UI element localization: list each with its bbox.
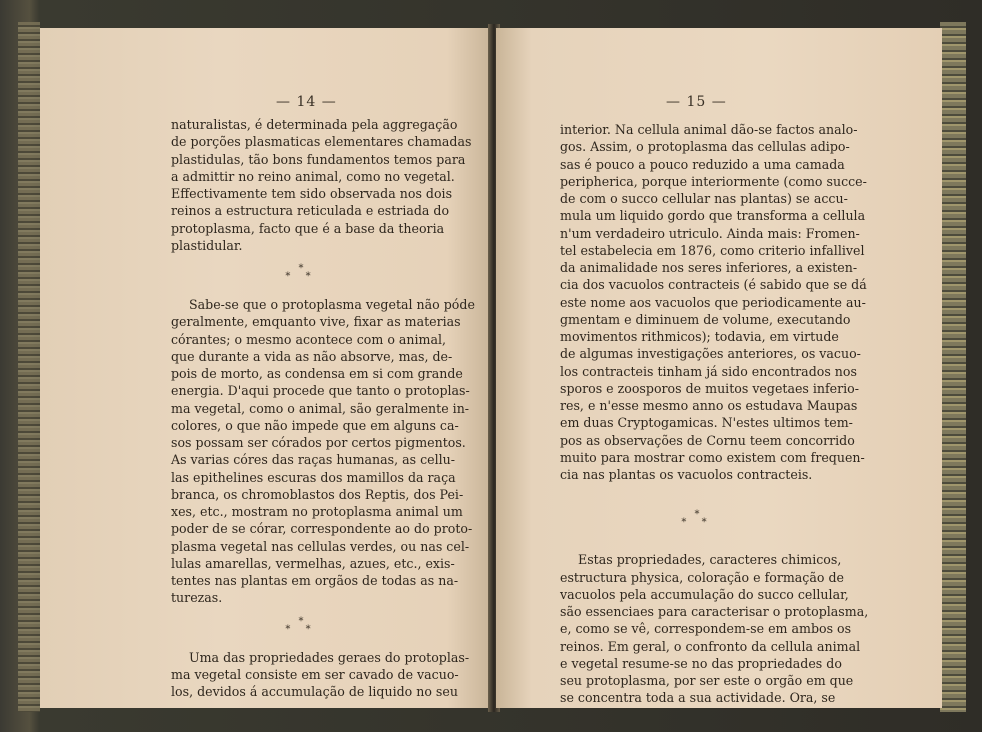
text-line: plasma vegetal nas cellulas verdes, ou nas cel- bbox=[171, 538, 470, 554]
text-line: seu protoplasma, por ser este o orgão em que bbox=[560, 673, 854, 688]
text-line: los, devidos á accumulação de liquido no seu bbox=[171, 684, 458, 699]
text-line: lulas amarellas, vermelhas, azues, etc., exis- bbox=[171, 555, 455, 571]
text-line: tentes nas plantas em orgãos de todas as na- bbox=[171, 573, 459, 588]
text-line: poder de se córar, correspondente ao do proto- bbox=[171, 521, 473, 537]
text-line: sporos e zoosporos de muitos vegetaes inferio- bbox=[560, 380, 860, 396]
text-line: naturalistas, é determinada pela aggregação bbox=[171, 117, 458, 132]
text-line: energia. D'aqui procede que tanto o protoplas- bbox=[171, 383, 470, 399]
right-block-1 bbox=[560, 121, 867, 483]
text-line: Uma das propriedades geraes do protoplas- bbox=[189, 649, 470, 665]
left-block-2 bbox=[171, 296, 475, 607]
text-line: los contracteis tinham já sido encontrados nos bbox=[560, 363, 857, 379]
text-line: pois de morto, as condensa em si com grande bbox=[171, 366, 463, 381]
text-line: se concentra toda a sua actividade. Ora, se bbox=[560, 690, 836, 706]
text-line: protoplasma, facto que é a base da theoria bbox=[171, 220, 445, 236]
text-line: plastidular. bbox=[171, 237, 243, 253]
right-block-2 bbox=[560, 551, 869, 706]
text-line: de algumas investigações anteriores, os vacuo- bbox=[560, 346, 861, 362]
text-line: estructura physica, coloração e formação de bbox=[560, 569, 844, 585]
text-line: em duas Cryptogamicas. N'estes ultimos tem- bbox=[560, 415, 853, 431]
text-line: e vegetal resume-se no das propriedades do bbox=[560, 655, 842, 671]
text-line: de com o succo cellular nas plantas) se accu- bbox=[560, 191, 848, 206]
text-line: gos. Assim, o protoplasma das cellulas adipo- bbox=[560, 139, 850, 155]
text-line: ma vegetal consiste em ser cavado de vacuo- bbox=[171, 666, 459, 682]
text-line: que durante a vida as não absorve, mas, de- bbox=[171, 348, 453, 364]
text-line: ma vegetal, como o animal, são geralmente in- bbox=[171, 400, 470, 416]
text-line: Estas propriedades, caracteres chimicos, bbox=[578, 552, 842, 568]
page-number-15: — 15 — bbox=[666, 94, 727, 110]
text-line: turezas. bbox=[171, 590, 223, 606]
text-line: a admittir no reino animal, como no vegetal. bbox=[171, 168, 455, 184]
page-number-14: — 14 — bbox=[276, 94, 337, 110]
text-line: Sabe-se que o protoplasma vegetal não póde bbox=[189, 297, 475, 312]
text-line: plastidulas, tão bons fundamentos temos para bbox=[171, 151, 466, 167]
text-line: reinos. Em geral, o confronto da cellula animal bbox=[560, 638, 861, 654]
right-page-edges bbox=[940, 22, 966, 712]
text-line: peripherica, porque interiormente (como succe- bbox=[560, 173, 867, 189]
right-page-text bbox=[560, 121, 869, 707]
text-line: este nome aos vacuolos que periodicamente au- bbox=[560, 294, 866, 310]
text-line: e, como se vê, correspondem-se em ambos os bbox=[560, 621, 852, 637]
text-line: cia nas plantas os vacuolos contracteis. bbox=[560, 467, 813, 482]
text-line: tel estabelecia em 1876, como criterio infallivel bbox=[560, 242, 865, 258]
text-line: As varias córes das raças humanas, as cellu- bbox=[171, 452, 456, 468]
section-separator: * * * bbox=[285, 615, 317, 635]
text-line: xes, etc., mostram no protoplasma animal um bbox=[171, 504, 463, 519]
text-line: são essenciaes para caracterisar o protoplasma, bbox=[560, 604, 869, 619]
text-line: branca, os chromoblastos dos Reptis, dos Pei- bbox=[171, 486, 464, 502]
text-line: colores, o que não impede que em alguns ca- bbox=[171, 417, 459, 433]
text-line: da animalidade nos seres inferiores, a existen- bbox=[560, 260, 858, 275]
text-line: de porções plasmaticas elementares chamadas bbox=[171, 134, 472, 150]
left-block-1 bbox=[171, 116, 472, 254]
text-line: Effectivamente tem sido observada nos dois bbox=[171, 186, 453, 201]
left-page-text bbox=[171, 116, 475, 700]
text-line: movimentos rithmicos); todavia, em virtude bbox=[560, 329, 839, 344]
section-separator: * * * bbox=[681, 509, 713, 529]
left-block-3 bbox=[171, 649, 470, 701]
text-line: res, e n'esse mesmo anno os estudava Maupas bbox=[560, 398, 858, 413]
text-line: pos as observações de Cornu teem concorrido bbox=[560, 432, 855, 448]
text-line: sas é pouco a pouco reduzido a uma camada bbox=[560, 156, 845, 172]
text-line: geralmente, emquanto vive, fixar as materias bbox=[171, 314, 461, 330]
left-page bbox=[40, 28, 492, 708]
text-line: interior. Na cellula animal dão-se factos analo- bbox=[560, 122, 858, 137]
text-line: gmentam e diminuem de volume, executando bbox=[560, 311, 851, 327]
right-page bbox=[496, 28, 942, 708]
text-line: sos possam ser córados por certos pigmentos. bbox=[171, 435, 466, 450]
text-line: mula um liquido gordo que transforma a cellula bbox=[560, 208, 866, 224]
section-separator: * * * bbox=[285, 263, 317, 282]
text-line: cia dos vacuolos contracteis (é sabido que se dá bbox=[560, 277, 867, 293]
text-line: reinos a estructura reticulada e estriada do bbox=[171, 203, 450, 219]
text-line: muito para mostrar como existem com frequen- bbox=[560, 449, 865, 465]
text-line: las epithelines escuras dos mamillos da raça bbox=[171, 469, 456, 485]
left-page-edges bbox=[18, 22, 40, 712]
text-line: córantes; o mesmo acontece com o animal, bbox=[171, 331, 447, 347]
text-line: vacuolos pela accumulação do succo cellular, bbox=[560, 586, 849, 602]
text-line: n'um verdadeiro utriculo. Ainda mais: Fromen- bbox=[560, 225, 860, 241]
